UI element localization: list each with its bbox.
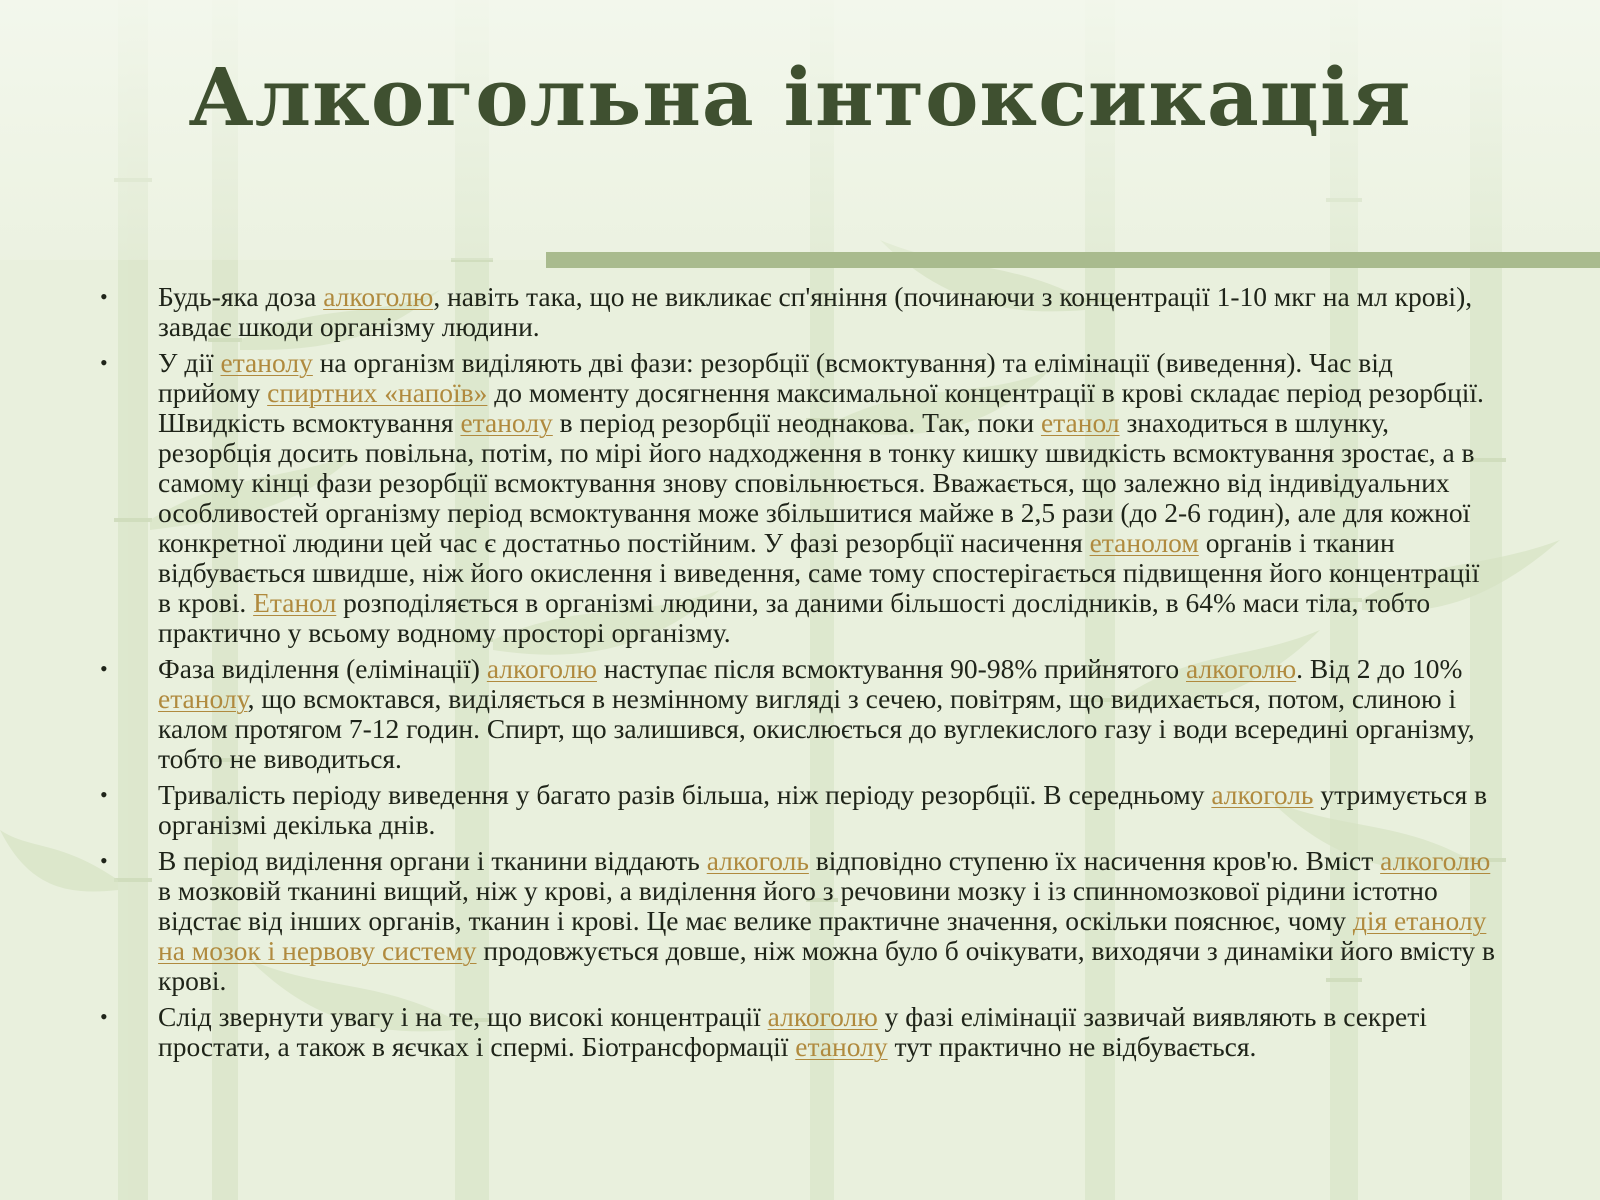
hyperlink[interactable]: спиртних «напоїв» [267,377,488,408]
bullet-text: органів і тканин відбувається швидше, ніж його окислення і виведення, саме тому спостерігається підвищення його концентрації в крові. [158,527,1480,618]
bullet-text: в період резорбції неоднакова. Так, поки [552,407,1041,438]
bullet-text: . Від 2 до 10% [1296,653,1463,684]
bullet-text: продовжується довше, ніж можна було б очікувати, виходячи з динаміки його вмісту в крові. [158,935,1496,996]
bullet-text: в мозковій тканині вищий, ніж у крові, а виділення його з речовини мозку і із спинномозкової рідини істотно відстає від інших органів, тканин і крові. Це має велике практичне значення, оскільки пояснює, чому [158,875,1438,936]
bullet-icon: • [100,656,108,681]
bullet-text: Тривалість періоду виведення у багато разів більша, ніж періоду резорбції. В середньому [158,779,1212,810]
hyperlink[interactable]: Етанол [253,587,337,618]
bullet-item [98,282,1498,342]
bullet-icon: • [100,848,108,873]
bullet-text: утримується в організмі декілька днів. [158,779,1488,840]
bullet-text: В період виділення органи і тканини віддають [158,845,707,876]
hyperlink[interactable]: етанолу [460,407,553,438]
bullet-item [98,1002,1498,1062]
bullet-text: Фаза виділення (елімінації) [158,653,487,684]
bullet-item [98,654,1498,774]
bullet-text: до моменту досягнення максимальної концентрації в крові складає період резорбції. Швидкість всмоктування [158,377,1484,438]
bullet-item [98,348,1498,648]
slide-title: Алкогольна інтоксикація [188,50,1412,144]
bullet-icon: • [100,782,108,807]
hyperlink[interactable]: етанолу [220,347,313,378]
bullet-text: , що всмоктався, виділяється в незмінному вигляді з сечею, повітрям, що видихається, потом, слиною і калом протягом 7-12 годин. Спирт, що залишився, окислюється до вуглекислого газу і води всередині організму, тобто не виводиться. [158,683,1475,774]
bullet-text: , навіть така, що не викликає сп'яніння (починаючи з концентрації 1-10 мкг на мл крові), завдає шкоди організму людини. [158,281,1473,342]
bullet-item [98,846,1498,996]
bullet-text: на організм виділяють дві фази: резорбції (всмоктування) та елімінації (виведення). Час від прийому [158,347,1393,408]
hyperlink[interactable]: етанолу [158,683,248,714]
bullet-text: тут практично не відбувається. [887,1031,1257,1062]
bullet-text: знаходиться в шлунку, резорбція досить повільна, потім, по мірі його надходження в тонку кишку швидкість всмоктування зростає, а в самому кінці фази резорбції всмоктування знову сповільнюється. Вважається, що залежно від індивідуальних особливостей організму період всмоктування може збільшитися майже в 2,5 рази (до 2-6 годин), але для кожної конкретної людини цей час є достатньо постійним. У фазі резорбції насичення [158,407,1475,558]
bullet-text: наступає після всмоктування 90-98% прийнятого [596,653,1186,684]
bullet-text: У дії [158,347,221,378]
bullet-text: розподіляється в організмі людини, за даними більшості дослідників, в 64% маси тіла, тобто практично у всьому водному просторі організму. [158,587,1431,648]
hyperlink[interactable]: алкоголь [706,845,809,876]
bullet-icon: • [100,350,108,375]
bullet-text: у фазі елімінації зазвичай виявляють в секреті простати, а також в яєчках і спермі. Біотрансформації [158,1001,1427,1062]
hyperlink[interactable]: алкоголю [323,281,434,312]
hyperlink[interactable]: дія етанолу на мозок і нервову систему [158,905,1487,966]
bullet-icon: • [100,1004,108,1029]
bullet-text: Слід звернути увагу і на те, що високі концентрації [158,1001,768,1032]
title-divider [546,252,1600,268]
hyperlink[interactable]: алкоголю [1380,845,1491,876]
hyperlink[interactable]: алкоголь [1211,779,1314,810]
hyperlink[interactable]: етанолом [1089,527,1199,558]
hyperlink[interactable]: алкоголю [1186,653,1297,684]
bullet-item [98,780,1498,840]
bullet-text: відповідно ступеню їх насичення кров'ю. Вміст [808,845,1381,876]
hyperlink[interactable]: алкоголю [767,1001,878,1032]
hyperlink[interactable]: етанолу [795,1031,888,1062]
bullet-list [98,282,1498,1068]
bullet-text: Будь-яка доза [158,281,324,312]
hyperlink[interactable]: алкоголю [486,653,597,684]
bullet-icon: • [100,284,108,309]
hyperlink[interactable]: етанол [1040,407,1120,438]
